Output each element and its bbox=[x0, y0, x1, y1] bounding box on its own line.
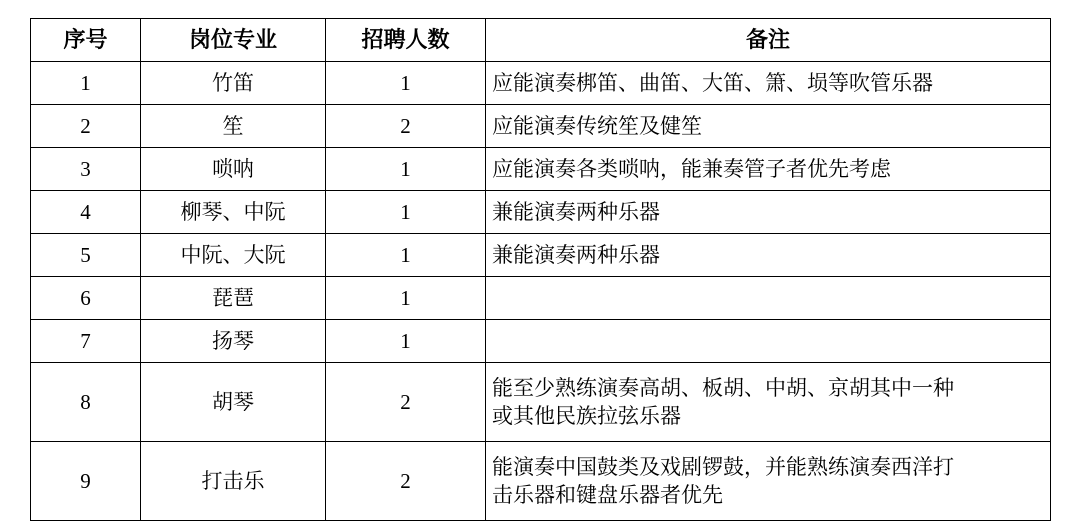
table-row bbox=[31, 363, 1051, 442]
cell-count: 1 bbox=[326, 234, 486, 277]
cell-no: 4 bbox=[31, 191, 141, 234]
cell-post: 笙 bbox=[141, 105, 326, 148]
cell-no: 5 bbox=[31, 234, 141, 277]
cell-note: 应能演奏各类唢呐，能兼奏管子者优先考虑 bbox=[486, 148, 1051, 191]
table-row bbox=[31, 191, 1051, 234]
cell-note: 兼能演奏两种乐器 bbox=[486, 234, 1051, 277]
cell-note-line-2: 或其他民族拉弦乐器 bbox=[492, 404, 681, 428]
cell-note bbox=[486, 363, 1051, 442]
cell-note bbox=[486, 277, 1051, 320]
recruitment-table bbox=[30, 18, 1051, 521]
cell-note-line-2: 击乐器和键盘乐器者优先 bbox=[492, 483, 723, 507]
table-row bbox=[31, 234, 1051, 277]
table-row bbox=[31, 62, 1051, 105]
table-header-row bbox=[31, 19, 1051, 62]
cell-post: 柳琴、中阮 bbox=[141, 191, 326, 234]
cell-count: 1 bbox=[326, 148, 486, 191]
cell-count: 2 bbox=[326, 442, 486, 521]
column-header-post: 岗位专业 bbox=[141, 19, 326, 62]
cell-post: 琵琶 bbox=[141, 277, 326, 320]
cell-count: 2 bbox=[326, 105, 486, 148]
cell-note: 应能演奏梆笛、曲笛、大笛、箫、埙等吹管乐器 bbox=[486, 62, 1051, 105]
cell-no: 1 bbox=[31, 62, 141, 105]
cell-post: 打击乐 bbox=[141, 442, 326, 521]
column-header-count: 招聘人数 bbox=[326, 19, 486, 62]
cell-count: 1 bbox=[326, 191, 486, 234]
table-row bbox=[31, 105, 1051, 148]
column-header-no: 序号 bbox=[31, 19, 141, 62]
cell-post: 扬琴 bbox=[141, 320, 326, 363]
column-header-note: 备注 bbox=[486, 19, 1051, 62]
cell-count: 1 bbox=[326, 62, 486, 105]
cell-note bbox=[486, 320, 1051, 363]
cell-count: 1 bbox=[326, 277, 486, 320]
table-body bbox=[31, 62, 1051, 521]
cell-no: 6 bbox=[31, 277, 141, 320]
table-row bbox=[31, 277, 1051, 320]
cell-post: 中阮、大阮 bbox=[141, 234, 326, 277]
cell-no: 7 bbox=[31, 320, 141, 363]
cell-note bbox=[486, 442, 1051, 521]
table-row bbox=[31, 148, 1051, 191]
cell-note-line-1: 能演奏中国鼓类及戏剧锣鼓，并能熟练演奏西洋打 bbox=[492, 454, 954, 479]
cell-note-line-1: 能至少熟练演奏高胡、板胡、中胡、京胡其中一种 bbox=[492, 375, 954, 400]
cell-post: 竹笛 bbox=[141, 62, 326, 105]
table-row bbox=[31, 320, 1051, 363]
cell-note: 兼能演奏两种乐器 bbox=[486, 191, 1051, 234]
table-row bbox=[31, 442, 1051, 521]
cell-no: 9 bbox=[31, 442, 141, 521]
table-header bbox=[31, 19, 1051, 62]
cell-no: 3 bbox=[31, 148, 141, 191]
cell-count: 1 bbox=[326, 320, 486, 363]
cell-note: 应能演奏传统笙及健笙 bbox=[486, 105, 1051, 148]
cell-no: 2 bbox=[31, 105, 141, 148]
cell-count: 2 bbox=[326, 363, 486, 442]
cell-post: 胡琴 bbox=[141, 363, 326, 442]
cell-post: 唢呐 bbox=[141, 148, 326, 191]
cell-no: 8 bbox=[31, 363, 141, 442]
